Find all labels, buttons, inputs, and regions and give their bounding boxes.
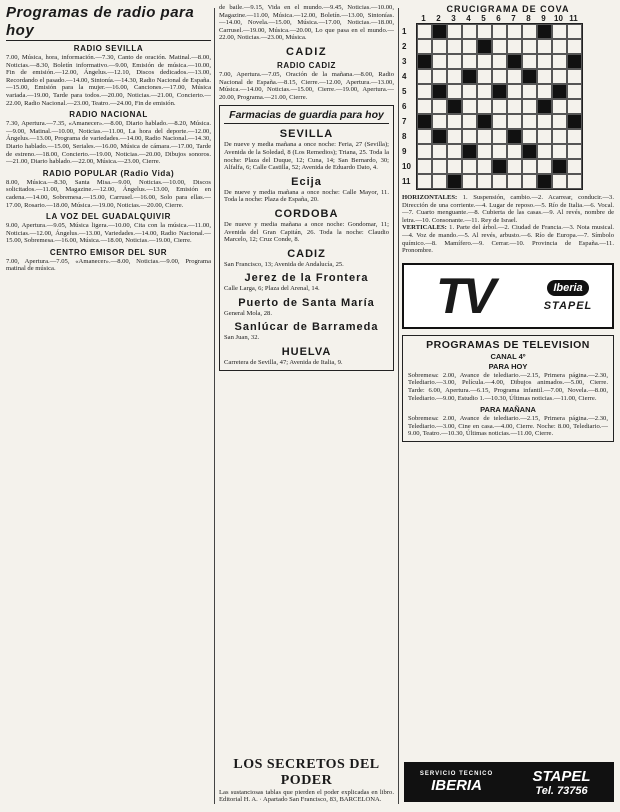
section-text: 8.00, Música.—8.30, Santa Misa.—9.00, Noticias.—10.00, Discos solicitados.—11.00, Magazine.—12.00, Ángelus.—13.00, Emisión en cadena.—14.00, Sobremesa.—15.00, Carrusel.—16.00, Solo para ellas.—17.00, Rosario.—18.00, Música.—19.00, Noticias.—20.00, Cierre. — [6, 178, 211, 209]
row-number: 10 — [402, 162, 411, 171]
crossword-cell — [507, 39, 522, 54]
tv-today-title: PARA HOY — [488, 361, 528, 371]
crossword-cell — [522, 114, 537, 129]
crossword-cell — [552, 69, 567, 84]
crossword-cell — [537, 144, 552, 159]
service-label: SERVICIO TECNICO — [419, 770, 494, 777]
row-number: 1 — [402, 27, 407, 36]
row-number: 4 — [402, 72, 407, 81]
crossword-cell — [552, 129, 567, 144]
section-text: 7.30, Apertura.—7.35, «Amanecer».—8.00, Diario hablado.—8.20, Música.—9.00, Matinal.—10.00, Noticias.—11.00, La hora del deporte.—12.00, Ángelus.—13.00, Programa de variedades.—14.00, Radio Nacional.—14.30, Diario hablado.—15.00, Seriales.—16.00, Música de cámara.—17.00, Tarde de estreno.—18.00, Concierto.—19.00, Noticias.—20.00, Dibujos sonoros.—21.00, Diario hablado.—22.00, Música.—23.00, Cierre. — [6, 120, 211, 166]
crossword-cell — [522, 84, 537, 99]
tv-advert — [402, 263, 614, 329]
phone-number: Tel. 73756 — [535, 784, 588, 797]
crossword-cell — [552, 114, 567, 129]
crossword-clues — [402, 194, 614, 255]
tv-title: PROGRAMAS DE TELEVISION — [426, 338, 590, 351]
col-number: 4 — [466, 14, 471, 23]
farmacias-title: Farmacias de guardia para hoy — [224, 109, 389, 124]
crossword-cell — [477, 129, 492, 144]
crossword-cell — [462, 39, 477, 54]
crossword-black-cell — [492, 159, 507, 174]
crossword-cell — [507, 69, 522, 84]
radio-column — [6, 4, 211, 808]
city-text: San Francisco, 13; Avenida de Andalucía, 25. — [224, 260, 344, 268]
crossword-black-cell — [417, 114, 432, 129]
crossword-cell — [417, 99, 432, 114]
crossword-cell — [522, 174, 537, 189]
secretos-advert — [219, 751, 394, 804]
row-number: 8 — [402, 132, 407, 141]
col-number: 11 — [569, 14, 578, 23]
secretos-text: Las sustanciosas tablas que pierden el poder explicadas en libro. Editorial H. A. · Apartado San Francisco, 83, BARCELONA. — [219, 788, 394, 804]
tv-tomorrow-title: PARA MAÑANA — [480, 405, 536, 415]
tv-programs-box — [402, 335, 614, 442]
crossword-title: CRUCIGRAMA DE COVA — [446, 4, 570, 14]
tv-today-text: Sobremesa: 2.00, Avance de telediario.—2.15, Primera página.—2.30, Telediario.—3.00, Película.—4.00, Dibujos animados.—5.00, Cierre. Tarde: 6.00, Apertura.—6.15, Programa infantil.—7.00, Novela.—8.00, Telediario.—9.00, Estudio 1.—10.30, Últimas noticias.—11.00, Cierre. — [408, 371, 608, 402]
crossword-cell — [462, 174, 477, 189]
col-number: 5 — [481, 14, 486, 23]
city-text: De nueve y media mañana a once noche: Calle Mayor, 11. Toda la noche: Plaza de España, 20. — [224, 188, 389, 204]
crossword-cell — [462, 129, 477, 144]
city-title: CORDOBA — [274, 207, 339, 220]
crossword-cell — [492, 24, 507, 39]
crossword-cell — [447, 129, 462, 144]
crossword-cell — [537, 159, 552, 174]
crossword-cell — [447, 84, 462, 99]
crossword-cell — [567, 174, 582, 189]
crossword-cell — [552, 99, 567, 114]
section-title: CENTRO EMISOR DEL SUR — [49, 247, 168, 257]
crossword-cell — [492, 69, 507, 84]
horizontales-title: HORIZONTALES: — [402, 194, 458, 201]
crossword-cell — [552, 144, 567, 159]
stapel-brand: STAPEL — [532, 767, 591, 785]
crossword-cell — [492, 99, 507, 114]
city-title: HUELVA — [281, 346, 332, 359]
cadiz-radio-sub: RADIO CADIZ — [276, 60, 337, 70]
crossword-cell — [432, 114, 447, 129]
crossword-cell — [567, 39, 582, 54]
city-text: De nueve y media mañana a once noche: Gondomar, 11; Avenida del Gran Capitán, 26. Toda la noche: Claudio Marcelo, 12; Cruz Conde, 8. — [224, 220, 389, 244]
crossword-row-numbers — [402, 24, 411, 189]
city-text: San Juan, 32. — [224, 334, 260, 342]
city-text: General Mola, 28. — [224, 309, 272, 317]
tv-channel: CANAL 4º — [490, 351, 526, 361]
crossword-cell — [552, 39, 567, 54]
crossword-black-cell — [462, 144, 477, 159]
city-text: Calle Larga, 6; Plaza del Arenal, 14. — [224, 285, 320, 293]
col-number: 2 — [436, 14, 441, 23]
crossword-col-numbers — [416, 14, 614, 23]
crossword-cell — [552, 24, 567, 39]
crossword-cell — [447, 144, 462, 159]
city-title: CADIZ — [287, 247, 326, 260]
section-text: 7.00, Música, hora, información.—7.30, Canto de oración. Matinal.—8.00, Noticias.—8.30, Boletín informativo.—9.00, Emisión de música.—10.00, Fin de emisión.—12.00, Ángelus.—12.10, Discos dedicados.—13.00, Recordando el pasado.—14.00, Sintonía.—14.30, Radio Nacional de España.—15.00, Emisión para la mujer.—16.00, Canciones.—17.00, Música variada.—19.00, Tarde para todos.—20.00, Noticias.—21.00, Concierto.—22.00, Radio Nacional.—23.00, Teatro.—24.00, Fin de emisión. — [6, 54, 211, 107]
crossword-cell — [432, 99, 447, 114]
crossword-cell — [462, 114, 477, 129]
cadiz-radio-title: CADIZ — [285, 45, 328, 58]
crossword-cell — [507, 24, 522, 39]
crossword-cell — [432, 144, 447, 159]
stapel-logo: STAPEL — [543, 299, 593, 312]
crossword-grid — [416, 23, 583, 190]
section-title: RADIO SEVILLA — [73, 44, 144, 53]
crossword-black-cell — [432, 84, 447, 99]
crossword-cell — [417, 84, 432, 99]
city-title: Jerez de la Frontera — [244, 272, 369, 285]
right-column — [402, 4, 614, 808]
crossword-cell — [567, 144, 582, 159]
crossword-black-cell — [552, 159, 567, 174]
radio-title: Programas de radio para hoy — [6, 4, 211, 41]
crossword-cell — [492, 114, 507, 129]
crossword-cell — [462, 159, 477, 174]
crossword-black-cell — [477, 114, 492, 129]
crossword-cell — [432, 39, 447, 54]
crossword-black-cell — [432, 129, 447, 144]
section-title: LA VOZ DEL GUADALQUIVIR — [46, 212, 171, 222]
crossword-cell — [567, 159, 582, 174]
row-number: 7 — [402, 117, 407, 126]
city-title: SEVILLA — [279, 128, 334, 141]
middle-column — [219, 4, 394, 808]
crossword-cell — [462, 84, 477, 99]
crossword-cell — [447, 39, 462, 54]
crossword-cell — [432, 54, 447, 69]
col-number: 8 — [526, 14, 531, 23]
tv-brand — [524, 280, 612, 312]
section-title: RADIO NACIONAL — [69, 110, 148, 120]
row-number: 3 — [402, 57, 407, 66]
crossword-area — [402, 23, 614, 190]
horizontales-text: 1. Suspensión, cambio.—2. Acarrear, conducir.—3. Dirección de una corriente.—4. Lugar de reposo.—5. Río de Italia.—6. Vocal.—7. Cuarto menguante.—8. Cubierta de las casas.—9. Al revés, nombre de letra.—10. Consonante.—11. Rey de Israel. — [402, 194, 614, 224]
crossword-cell — [567, 129, 582, 144]
crossword-cell — [522, 39, 537, 54]
row-number: 11 — [402, 177, 411, 186]
city-title: Ecija — [291, 175, 322, 188]
crossword-black-cell — [507, 129, 522, 144]
crossword-black-cell — [552, 84, 567, 99]
crossword-cell — [447, 24, 462, 39]
crossword-black-cell — [567, 114, 582, 129]
verticales-title: VERTICALES: — [402, 224, 447, 232]
row-number: 9 — [402, 147, 407, 156]
crossword-cell — [462, 99, 477, 114]
crossword-cell — [522, 129, 537, 144]
crossword-black-cell — [537, 24, 552, 39]
crossword-cell — [537, 69, 552, 84]
crossword-cell — [537, 129, 552, 144]
section-title: RADIO POPULAR (Radio Vida) — [42, 168, 175, 178]
crossword-black-cell — [522, 144, 537, 159]
crossword-cell — [522, 159, 537, 174]
section-text: 9.00, Apertura.—9.05, Música ligera.—10.00, Cita con la música.—11.00, Noticias.—12.00, Ángelus.—13.00, Variedades.—14.00, Radio Nacional.—15.00, Sobremesa.—16.00, Música.—18.00, Noticias.—19.00, Cierre. — [6, 222, 211, 245]
crossword-cell — [552, 54, 567, 69]
crossword-cell — [507, 174, 522, 189]
crossword-cell — [417, 159, 432, 174]
crossword-cell — [477, 174, 492, 189]
col-number: 10 — [554, 14, 563, 23]
crossword-cell — [447, 69, 462, 84]
crossword-cell — [522, 24, 537, 39]
crossword-cell — [522, 54, 537, 69]
bottom-advert-right — [509, 768, 614, 797]
crossword-black-cell — [537, 174, 552, 189]
crossword-cell — [537, 114, 552, 129]
col-number: 9 — [541, 14, 546, 23]
cadiz-radio-text: 7.00, Apertura.—7.05, Oración de la mañana.—8.00, Radio Nacional de España.—8.15, Cierre.—12.00, Apertura.—13.00, Música.—14.00, Noticias.—15.00, Cierre.—19.00, Apertura.—20.00, Programa.—21.00, Cierre. — [219, 70, 394, 101]
row-number: 6 — [402, 102, 407, 111]
col-number: 1 — [421, 14, 426, 23]
crossword-black-cell — [522, 69, 537, 84]
crossword-cell — [432, 174, 447, 189]
crossword-cell — [417, 174, 432, 189]
bottom-advert-inner — [404, 762, 614, 802]
tv-tomorrow-text: Sobremesa: 2.00, Avance de telediario.—2.15, Primera página.—2.30, Telediario.—3.00, Cine en casa.—4.00, Cierre. Noche: 8.00, Telediario.—9.00, Teatro.—10.30, Últimas noticias.—11.00, Cierre. — [408, 415, 608, 438]
crossword-black-cell — [417, 54, 432, 69]
secretos-title: LOS SECRETOS DEL PODER — [233, 756, 380, 788]
crossword-cell — [447, 114, 462, 129]
city-text: De nueve y media mañana a once noche: Feria, 27 (Sevilla); Avenida de la Soledad, 8 (Los Remedios); Triana, 25. Toda la noche: Plaza del Duque, 12; Cuna, 14; San Bernardo, 30; Alfalfa, 6; Calle Castilla, 52; Avenida de Eduardo Dato, 4. — [224, 141, 389, 172]
crossword-cell — [537, 54, 552, 69]
crossword-cell — [492, 129, 507, 144]
farmacias-box — [219, 105, 394, 370]
row-number: 5 — [402, 87, 407, 96]
crossword-black-cell — [492, 84, 507, 99]
crossword-black-cell — [477, 39, 492, 54]
crossword-cell — [507, 84, 522, 99]
crossword-black-cell — [567, 54, 582, 69]
radio-continuation: de baile.—9.15, Vida en el mundo.—9.45, Noticias.—10.00, Magazine.—11.00, Música.—12.00, Boletín.—13.00, Sintonías.—14.00, Novela.—15.00, Música.—17.00, Noticias.—18.00, Carrusel.—19.00, Música.—20.00, Lo que pasa en el mundo.—22.00, Noticias.—23.00, Música. — [219, 4, 394, 42]
crossword-black-cell — [447, 174, 462, 189]
crossword-cell — [567, 84, 582, 99]
crossword-cell — [507, 114, 522, 129]
crossword-cell — [477, 69, 492, 84]
city-title: Sanlúcar de Barrameda — [234, 321, 379, 334]
crossword-cell — [567, 99, 582, 114]
crossword-cell — [567, 24, 582, 39]
crossword-black-cell — [447, 99, 462, 114]
crossword-cell — [417, 24, 432, 39]
col-number: 7 — [511, 14, 516, 23]
bottom-advert-left — [404, 771, 509, 794]
column-divider — [214, 8, 215, 804]
crossword-black-cell — [507, 54, 522, 69]
iberia-logo: Iberia — [547, 280, 588, 296]
iberia-stapel-advert — [404, 762, 614, 802]
col-number: 6 — [496, 14, 501, 23]
crossword-cell — [507, 159, 522, 174]
crossword-cell — [552, 174, 567, 189]
crossword-cell — [567, 69, 582, 84]
section-text: 7.00, Apertura.—7.05, «Amanecer».—8.00, Noticias.—9.00, Programa matinal de música. — [6, 257, 211, 273]
crossword-cell — [492, 39, 507, 54]
crossword-black-cell — [462, 69, 477, 84]
row-number: 2 — [402, 42, 407, 51]
iberia-brand: IBERIA — [431, 776, 482, 794]
crossword-cell — [507, 99, 522, 114]
crossword-cell — [522, 99, 537, 114]
crossword-cell — [462, 54, 477, 69]
city-text: Carretera de Sevilla, 47; Avenida de Italia, 9. — [224, 359, 343, 367]
city-title: Puerto de Santa María — [238, 296, 375, 309]
tv-logo: TV — [436, 267, 492, 324]
crossword-cell — [477, 54, 492, 69]
crossword-cell — [462, 24, 477, 39]
crossword-cell — [477, 24, 492, 39]
crossword-cell — [477, 99, 492, 114]
crossword-cell — [507, 144, 522, 159]
crossword-cell — [537, 84, 552, 99]
verticales-text: 1. Parte del árbol.—2. Ciudad de Francia.—3. Nota musical.—4. Voz de mando.—5. Al revés, arbusto.—6. Río de Europa.—7. Símbolo químico.—8. Mamífero.—9. Cerrar.—10. Provincia de España.—11. Pronombre. — [402, 224, 614, 255]
crossword-black-cell — [537, 99, 552, 114]
crossword-black-cell — [432, 24, 447, 39]
crossword-cell — [477, 144, 492, 159]
crossword-cell — [537, 39, 552, 54]
crossword-cell — [447, 159, 462, 174]
col-number: 3 — [451, 14, 456, 23]
crossword-cell — [492, 54, 507, 69]
crossword-cell — [417, 69, 432, 84]
crossword-cell — [432, 69, 447, 84]
crossword-cell — [432, 159, 447, 174]
crossword-cell — [417, 39, 432, 54]
crossword-cell — [417, 144, 432, 159]
crossword-cell — [492, 144, 507, 159]
crossword-cell — [417, 129, 432, 144]
crossword-cell — [477, 159, 492, 174]
column-divider — [398, 8, 399, 804]
crossword-cell — [477, 84, 492, 99]
crossword-cell — [492, 174, 507, 189]
crossword-cell — [447, 54, 462, 69]
